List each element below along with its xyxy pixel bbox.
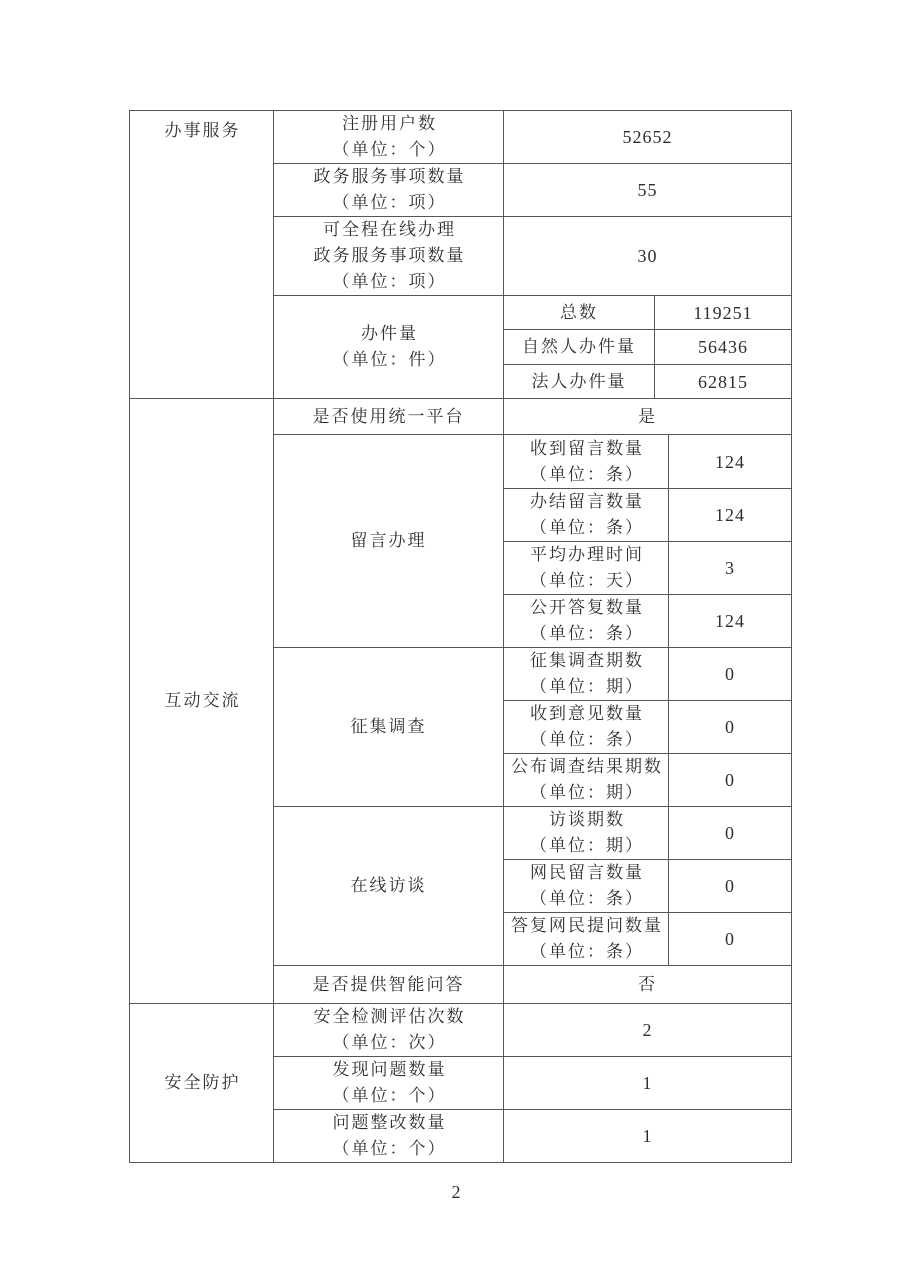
row-label-registered-users: 注册用户数 （单位：个） bbox=[274, 111, 504, 164]
row-label-smart-qa: 是否提供智能问答 bbox=[274, 966, 504, 1004]
sub-value-opinions-received: 0 bbox=[669, 701, 792, 754]
row-value-problems-rectified: 1 bbox=[504, 1110, 792, 1163]
sub-label-survey-periods: 征集调查期数 （单位：期） bbox=[504, 648, 669, 701]
row-label-security-assessments: 安全检测评估次数 （单位：次） bbox=[274, 1004, 504, 1057]
row-value-problems-found: 1 bbox=[504, 1057, 792, 1110]
sub-value-legal-person: 62815 bbox=[655, 365, 792, 399]
row-value-smart-qa: 否 bbox=[504, 966, 792, 1004]
sub-value-netizen-messages: 0 bbox=[669, 860, 792, 913]
row-label-online-service-items: 可全程在线办理 政务服务事项数量 （单位：项） bbox=[274, 217, 504, 296]
report-table bbox=[129, 110, 792, 1163]
category-service-label: 办事服务 bbox=[164, 121, 241, 140]
group-label-online-interview: 在线访谈 bbox=[274, 807, 504, 966]
category-interaction-label: 互动交流 bbox=[164, 691, 241, 710]
row-value-registered-users: 52652 bbox=[504, 111, 792, 164]
sub-label-netizen-messages: 网民留言数量 （单位：条） bbox=[504, 860, 669, 913]
sub-label-survey-results-published: 公布调查结果期数 （单位：期） bbox=[504, 754, 669, 807]
category-interaction bbox=[130, 399, 274, 1004]
row-label-problems-found: 发现问题数量 （单位：个） bbox=[274, 1057, 504, 1110]
row-value-security-assessments: 2 bbox=[504, 1004, 792, 1057]
sub-value-public-replies: 124 bbox=[669, 595, 792, 648]
row-label-case-volume: 办件量 （单位：件） bbox=[274, 296, 504, 399]
group-label-message-handling: 留言办理 bbox=[274, 435, 504, 648]
sub-value-messages-received: 124 bbox=[669, 435, 792, 489]
sub-label-natural-person: 自然人办件量 bbox=[504, 330, 655, 365]
sub-value-survey-periods: 0 bbox=[669, 648, 792, 701]
sub-value-interview-periods: 0 bbox=[669, 807, 792, 860]
row-value-service-items: 55 bbox=[504, 164, 792, 217]
sub-value-netizen-replies: 0 bbox=[669, 913, 792, 966]
sub-label-public-replies: 公开答复数量 （单位：条） bbox=[504, 595, 669, 648]
category-security-label: 安全防护 bbox=[164, 1073, 241, 1092]
sub-value-avg-handling-time: 3 bbox=[669, 542, 792, 595]
sub-value-survey-results-published: 0 bbox=[669, 754, 792, 807]
sub-label-avg-handling-time: 平均办理时间 （单位：天） bbox=[504, 542, 669, 595]
row-label-problems-rectified: 问题整改数量 （单位：个） bbox=[274, 1110, 504, 1163]
row-label-service-items: 政务服务事项数量 （单位：项） bbox=[274, 164, 504, 217]
row-value-unified-platform: 是 bbox=[504, 399, 792, 435]
sub-label-netizen-replies: 答复网民提问数量 （单位：条） bbox=[504, 913, 669, 966]
row-value-online-service-items: 30 bbox=[504, 217, 792, 296]
sub-label-interview-periods: 访谈期数 （单位：期） bbox=[504, 807, 669, 860]
group-label-survey: 征集调查 bbox=[274, 648, 504, 807]
category-service bbox=[130, 111, 274, 399]
sub-label-messages-received: 收到留言数量 （单位：条） bbox=[504, 435, 669, 489]
sub-label-total: 总数 bbox=[504, 296, 655, 330]
sub-value-natural-person: 56436 bbox=[655, 330, 792, 365]
category-security bbox=[130, 1004, 274, 1163]
sub-value-total: 119251 bbox=[655, 296, 792, 330]
row-label-unified-platform: 是否使用统一平台 bbox=[274, 399, 504, 435]
sub-label-opinions-received: 收到意见数量 （单位：条） bbox=[504, 701, 669, 754]
sub-label-messages-completed: 办结留言数量 （单位：条） bbox=[504, 489, 669, 542]
page-number: 2 bbox=[451, 1182, 461, 1202]
sub-value-messages-completed: 124 bbox=[669, 489, 792, 542]
sub-label-legal-person: 法人办件量 bbox=[504, 365, 655, 399]
